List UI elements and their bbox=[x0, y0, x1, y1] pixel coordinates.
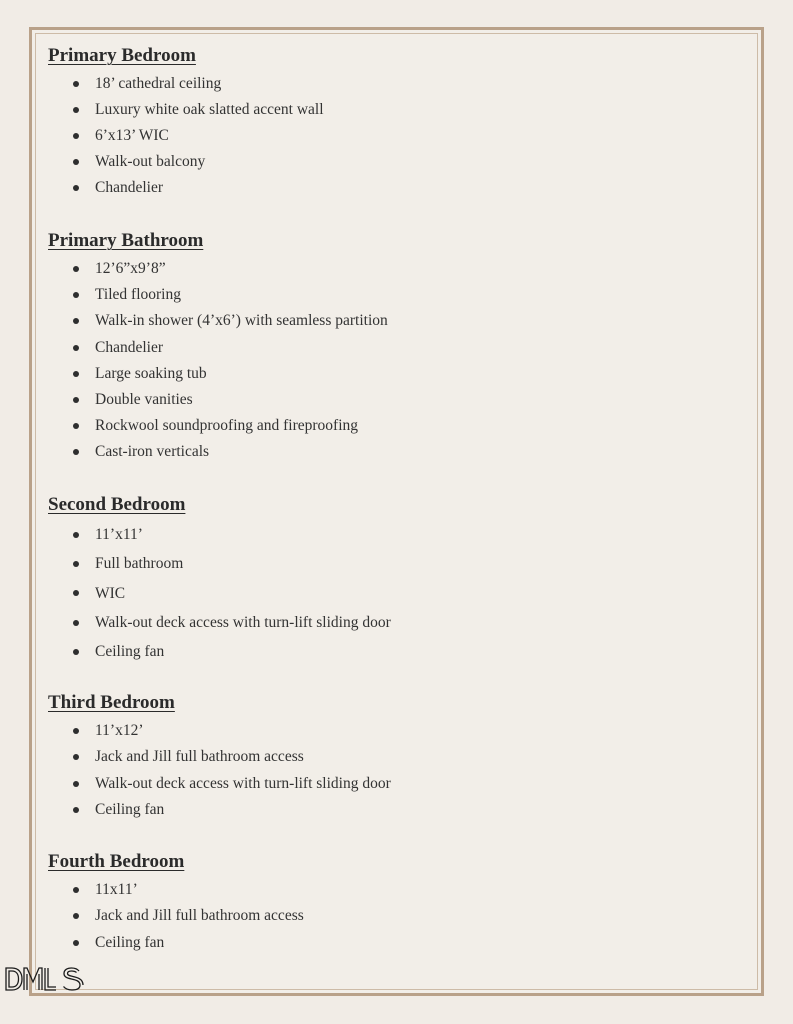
list-item bbox=[48, 149, 748, 175]
list-item-text: WIC bbox=[95, 584, 126, 602]
bullet-icon bbox=[73, 532, 79, 538]
list-item bbox=[48, 771, 748, 797]
list-item bbox=[48, 308, 748, 334]
bullet-icon bbox=[73, 754, 79, 760]
list-item-text: 11’x11’ bbox=[95, 526, 143, 543]
bullet-icon bbox=[73, 590, 79, 596]
list-item-text: Walk-out deck access with turn-lift sliding door bbox=[95, 774, 391, 792]
list-item bbox=[48, 387, 748, 413]
list-item-text: Walk-in shower (4’x6’) with seamless partition bbox=[95, 312, 388, 330]
list-item-text: 11x11’ bbox=[95, 881, 138, 898]
list-item-text: Jack and Jill full bathroom access bbox=[95, 748, 304, 766]
list-item bbox=[48, 97, 748, 123]
list-item bbox=[48, 797, 748, 823]
bullet-icon bbox=[73, 620, 79, 626]
section-title: Third Bedroom bbox=[48, 692, 175, 713]
section-title: Primary Bathroom bbox=[48, 230, 204, 251]
list-item bbox=[48, 520, 748, 549]
list-item bbox=[48, 637, 748, 666]
bullet-icon bbox=[73, 649, 79, 655]
list-item bbox=[48, 608, 748, 637]
section-title: Second Bedroom bbox=[48, 494, 186, 515]
bullet-icon bbox=[73, 81, 79, 87]
bullet-icon bbox=[73, 423, 79, 429]
list-item bbox=[48, 361, 748, 387]
bullet-icon bbox=[73, 728, 79, 734]
list-item bbox=[48, 256, 748, 282]
list-item bbox=[48, 123, 748, 149]
list-item-text: Double vanities bbox=[95, 390, 193, 408]
bullet-icon bbox=[73, 887, 79, 893]
list-item bbox=[48, 744, 748, 770]
list-item-text: Cast-iron verticals bbox=[95, 443, 210, 461]
list-item bbox=[48, 71, 748, 97]
bullet-icon bbox=[73, 133, 79, 139]
section-fourth-bedroom bbox=[48, 851, 748, 956]
document-frame bbox=[29, 27, 764, 996]
list-item-text: Jack and Jill full bathroom access bbox=[95, 907, 304, 925]
list-item-text: 12’6”x9’8” bbox=[95, 260, 166, 277]
list-item-text: Luxury white oak slatted accent wall bbox=[95, 101, 324, 118]
bullet-icon bbox=[73, 781, 79, 787]
section-title: Primary Bedroom bbox=[48, 45, 196, 66]
bullet-icon bbox=[73, 292, 79, 298]
list-item bbox=[48, 175, 748, 201]
feature-list bbox=[48, 520, 748, 666]
list-item bbox=[48, 930, 748, 956]
list-item-text: 6’x13’ WIC bbox=[95, 127, 169, 144]
bullet-icon bbox=[73, 449, 79, 455]
list-item bbox=[48, 549, 748, 578]
list-item-text: Walk-out deck access with turn-lift sliding door bbox=[95, 613, 391, 631]
bullet-icon bbox=[73, 913, 79, 919]
bullet-icon bbox=[73, 185, 79, 191]
feature-list bbox=[48, 71, 748, 201]
bullet-icon bbox=[73, 807, 79, 813]
feature-list bbox=[48, 877, 748, 956]
list-item bbox=[48, 282, 748, 308]
list-item-text: Chandelier bbox=[95, 179, 164, 196]
list-item-text: Full bathroom bbox=[95, 555, 184, 573]
list-item bbox=[48, 877, 748, 903]
section-primary-bedroom bbox=[48, 45, 748, 201]
list-item-text: 18’ cathedral ceiling bbox=[95, 75, 222, 92]
list-item bbox=[48, 718, 748, 744]
section-title: Fourth Bedroom bbox=[48, 851, 185, 872]
section-primary-bathroom bbox=[48, 230, 748, 466]
bullet-icon bbox=[73, 266, 79, 272]
list-item bbox=[48, 335, 748, 361]
feature-list bbox=[48, 256, 748, 466]
list-item-text: Tiled flooring bbox=[95, 286, 181, 304]
list-item-text: Walk-out balcony bbox=[95, 153, 206, 170]
list-item-text: Chandelier bbox=[95, 338, 164, 356]
section-second-bedroom bbox=[48, 494, 748, 666]
list-item bbox=[48, 903, 748, 929]
list-item-text: Large soaking tub bbox=[95, 364, 207, 382]
bullet-icon bbox=[73, 371, 79, 377]
list-item-text: Rockwool soundproofing and fireproofing bbox=[95, 417, 359, 435]
section-third-bedroom bbox=[48, 692, 748, 823]
dmls-watermark-icon bbox=[4, 962, 84, 996]
bullet-icon bbox=[73, 940, 79, 946]
list-item-text: Ceiling fan bbox=[95, 800, 165, 818]
bullet-icon bbox=[73, 107, 79, 113]
list-item bbox=[48, 413, 748, 439]
list-item-text: 11’x12’ bbox=[95, 722, 144, 739]
list-item bbox=[48, 439, 748, 465]
list-item-text: Ceiling fan bbox=[95, 643, 165, 661]
bullet-icon bbox=[73, 345, 79, 351]
feature-list bbox=[48, 718, 748, 823]
list-item bbox=[48, 579, 748, 608]
bullet-icon bbox=[73, 397, 79, 403]
bullet-icon bbox=[73, 561, 79, 567]
bullet-icon bbox=[73, 159, 79, 165]
list-item-text: Ceiling fan bbox=[95, 933, 165, 951]
bullet-icon bbox=[73, 318, 79, 324]
